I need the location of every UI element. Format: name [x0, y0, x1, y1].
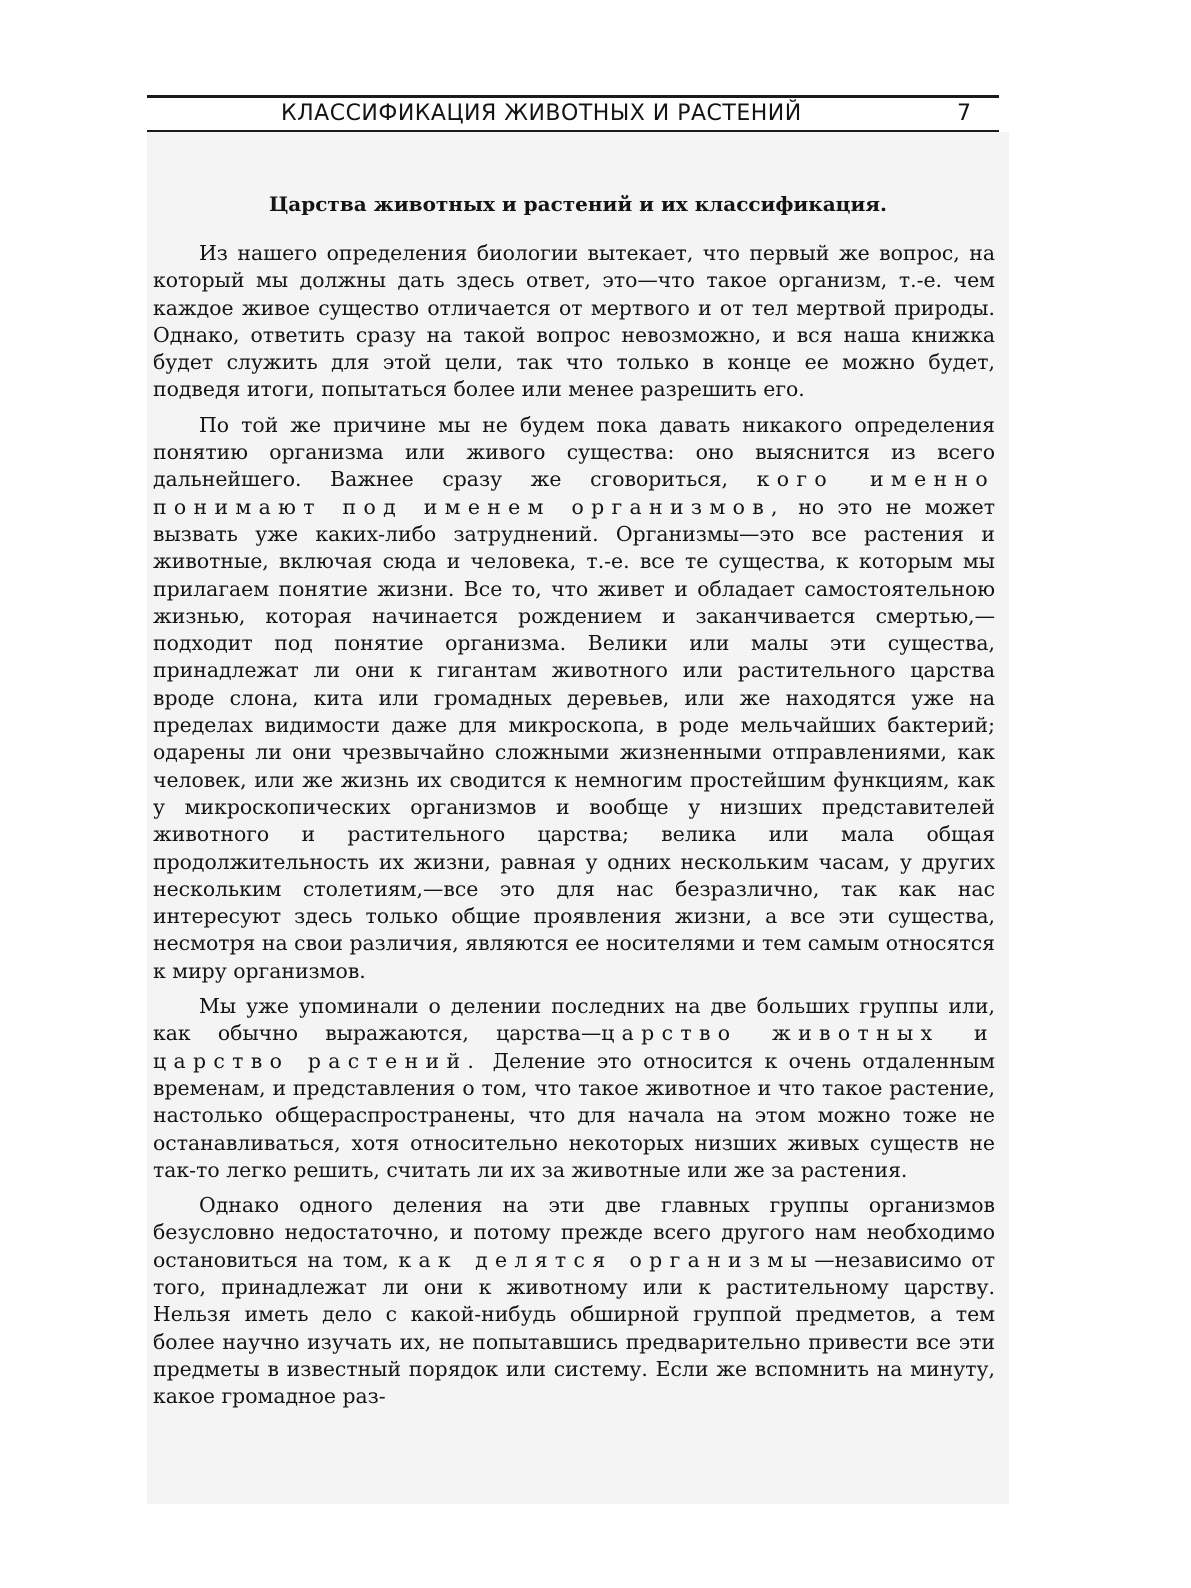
paragraph-1 [153, 240, 995, 404]
paragraph-text: Однако одного деления на эти две главных группы организмов безусловно недостаточно, и потому прежде всего другого нам необходимо остановиться на том, [153, 1193, 995, 1272]
running-header [147, 95, 1009, 133]
section-title: Царства животных и растений и их классификация. [268, 192, 888, 216]
paragraph-2 [153, 412, 995, 985]
paragraph-text: Из нашего определения биологии вытекает, что первый же вопрос, на который мы должны дать здесь ответ, это—что такое организм, т.-е. чем каждое живое существо отличается от мертвого и от тел мертвой природы. Однако, ответить сразу на такой вопрос невозможно, и вся наша книжка будет служить для этой цели, так что только в конце ее можно будет, подведя итоги, попытаться более или менее разрешить его. [153, 241, 995, 402]
spaced-emphasis: кого именно понимают под именем организмов, [153, 467, 995, 519]
paragraph-text: Мы уже упоминали о делении последних на две больших группы или, как обычно выражаются, царства— [153, 994, 995, 1046]
paragraph-text: но это не может вызвать уже каких-либо затруднений. Организмы—это все растения и животные, включая сюда и человека, т.-е. все те существа, к которым мы прилагаем понятие жизни. Все то, что живет и обладает самостоятельною жизнью, которая начинается рождением и заканчивается смертью,—подходит под понятие организма. Велики или малы эти существа, принадлежат ли они к гигантам животного или растительного царства вроде слона, кита или громадных деревьев, или же находятся уже на пределах видимости даже для микроскопа, в роде мельчайших бактерий; одарены ли они чрезвычайно сложными жизненными отправлениями, как человек, или же жизнь их сводится к немногим простейшим функциям, как у микроскопических организмов и вообще у низших представителей животного и растительного царства; велика или мала общая продолжительность их жизни, равная у одних нескольким часам, у других нескольким столетиям,—все это для нас безразлично, так как нас интересуют здесь только общие проявления жизни, а все эти существа, несмотря на свои различия, являются ее носителями и тем самым относятся к миру организмов. [153, 494, 995, 983]
paragraph-text: По той же причине мы не будем пока давать никакого определения понятию организма или живого существа: оно выяснится из всего дальнейшего. Важнее сразу же сговориться, [153, 412, 995, 492]
header-rule-top [147, 95, 999, 98]
paragraph-4 [153, 1192, 995, 1410]
body-text [153, 240, 995, 1418]
spaced-emphasis: как делятся организмы [398, 1247, 815, 1272]
page-number: 7 [957, 101, 971, 126]
paragraph-text: Деление это относится к очень отдаленным временам, и представления о том, что такое животное и что такое растение, настолько общераспространены, что для начала на этом можно тоже не останавливаться, хотя относительно некоторых низших живых существ не так-то легко решить, считать ли их за животные или же за растения. [153, 1048, 995, 1182]
running-title: КЛАССИФИКАЦИЯ ЖИВОТНЫХ И РАСТЕНИЙ [281, 101, 802, 126]
spaced-emphasis: царство животных и царство растений. [153, 1021, 995, 1073]
paragraph-text: —независимо от того, принадлежат ли они к животному или к растительному царству. Нельзя иметь дело с какой-нибудь обширной группой предметов, а тем более научно изучать их, не попытавшись предварительно привести все эти предметы в известный порядок или систему. Если же вспомнить на минуту, какое громадное раз- [153, 1247, 995, 1409]
header-rule-bottom [147, 130, 999, 132]
paragraph-3 [153, 993, 995, 1184]
